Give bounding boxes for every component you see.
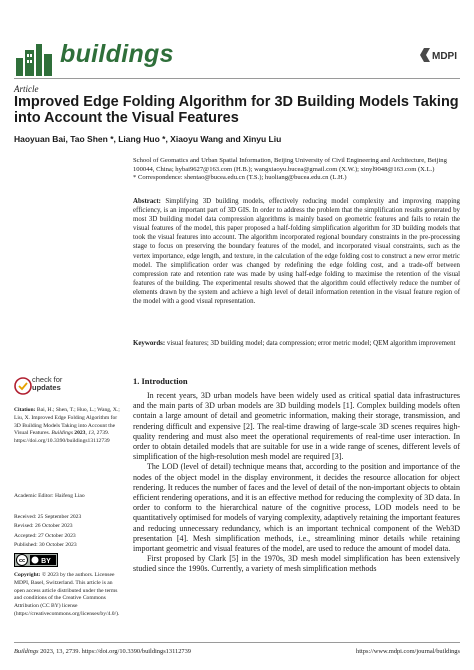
check-updates-link[interactable] — [32, 376, 62, 392]
footer-divider — [14, 642, 460, 643]
footer-journal-url[interactable]: https://www.mdpi.com/journal/buildings — [356, 648, 460, 655]
article-dates — [14, 513, 81, 551]
check-updates-line2: updates — [32, 383, 61, 392]
check-updates-icon[interactable] — [14, 376, 32, 396]
copyright-label: Copyright: — [14, 572, 41, 578]
paragraph: First proposed by Clark [5] in the 1970s, 3D mesh model simplification has been extensively studied since the 1990s. Currently, a variety of mesh simplification methods — [133, 554, 460, 574]
received-date: Received: 25 September 2023 — [14, 514, 82, 520]
accepted-date: Accepted: 27 October 2023 — [14, 532, 76, 539]
journal-logo-icon — [14, 44, 54, 76]
citation-doi[interactable]: , 2739. https://doi.org/10.3390/buildings13112739 — [14, 430, 110, 445]
revised-date: Revised: 26 October 2023 — [14, 523, 73, 530]
keywords-label: Keywords: — [133, 340, 166, 347]
cc-by-license-icon[interactable] — [14, 553, 58, 567]
keywords — [133, 339, 460, 348]
citation-label: Citation: — [14, 407, 36, 413]
academic-editor: Academic Editor: Haifeng Liao — [14, 493, 85, 499]
affiliation-line: School of Geomatics and Urban Spatial Information, Beijing University of Civil Engineering and Architecture, Beijing 100044, China; hybai9627@163.com (H.B.); wangxiaoyu.bucea@gmail.com (X.W.); xinyl9048@163.com (X.L.) — [133, 157, 447, 173]
abstract — [133, 197, 460, 306]
citation-journal: Buildings — [51, 430, 73, 437]
published-date: Published: 30 October 2023 — [14, 542, 77, 549]
paragraph: In recent years, 3D urban models have been widely used as critical spatial data infrastructures and the main parts of 3D urban models are 3D building models [1]. Complex building models often contain a large amount of detail and geometric information, making their storage, transmission, and rendering difficult and expensive [2]. The real-time drawing of large-scale 3D scenes requires high-quality rendering and must also meet the operational requirements of real-time user interaction. In order to obtain detailed models that are suitable for use in a wide range of scenes, different levels of simplification of the high-resolution mesh model are required [3]. — [133, 391, 460, 462]
introduction-body — [133, 391, 460, 575]
check-updates-line1: check for — [32, 375, 63, 384]
citation-authors: Bai, H.; Shen, T.; Huo, L.; Wang, X.; Liu, X. Improved Edge Folding Algorithm for 3D Building Models Taking into Account the Visual Features. — [14, 407, 120, 437]
article-type: Article — [14, 84, 39, 94]
copyright-notice — [14, 572, 122, 619]
article-title: Improved Edge Folding Algorithm for 3D Building Models Taking into Account the Visual Features — [14, 94, 459, 126]
citation-volume: 13 — [88, 430, 94, 437]
publisher-name: MDPI — [432, 51, 457, 62]
section-heading: 1. Introduction — [133, 376, 188, 386]
footer-doi[interactable]: 2023, 13, 2739. https://doi.org/10.3390/buildings13112739 — [40, 648, 192, 655]
citation: Citation: Bai, H.; Shen, T.; Huo, L.; Wang, X.; Liu, X. Improved Edge Folding Algorithm for 3D Building Models Taking into Account the Visual Features. Buildings 2023, 13, 2739. https://doi.org/10.3390/buildings13112739 — [14, 407, 120, 445]
paragraph: The LOD (level of detail) technique means that, according to the position and importance of the nodes of the object model in the display environment, it decides the resource allocation for object rendering. It reduces the number of faces and the level of detail of the non-important objects to obtain efficient rendering operations, and it is an effective method for reducing the complexity of 3D data. In order to conform to the hierarchical nature of the cognitive process, LOD models need to be quantitatively optimised for models of varying complexity, adaptively retaining the important features and reducing unnecessary redundancy, which is an important technical component of the Web3D presentation [4]. Mesh simplification methods, i.e., streamlining minor details while retaining important geometric and visual features of the model, are used to reduce the amount of model data. — [133, 462, 460, 554]
footer-journal: Buildings — [14, 648, 39, 655]
copyright-text: © 2023 by the authors. Licensee MDPI, Basel, Switzerland. This article is an open access article distributed under the terms and conditions of the Creative Commons Attribution (CC BY) license (https://creativecommons.org/licenses/by/4.0/). — [14, 572, 120, 617]
cc-label: cc — [18, 558, 26, 564]
publisher-logo[interactable] — [416, 46, 458, 64]
by-label: BY — [41, 558, 51, 565]
footer-citation — [14, 648, 191, 655]
citation-year: 2023 — [74, 430, 86, 437]
header-divider — [14, 78, 460, 79]
abstract-text: Simplifying 3D building models, effectively reducing model complexity and improving mapping efficiency, is an important part of 3D GIS. In order to address the problem that the simplification results generated by most 3D building model data compression algorithms is mainly based on geometric features and fails to retain the visual features of the model, this paper proposed a half-folding simplification algorithm for 3D building models that took the visual features into account. The algorithm incorporated regional boundary constraints in the pre-processing stage to focus on preserving the boundary features of the model, and incorporated visual constraints, such as the vertex importance, edge length, and texture, in the calculation of the edge folding cost to construct a new error metric model. The simplification order was changed by redefining the edge folding cost, and a trade-off between compression rate and retention rate was made by using half-edge folding to maximise the retention of the visual features of the building. The experimental results showed that the algorithm could effectively reduce the number of elements drawn by the system and achieve a high level of detail information retention in the visual feature region of the model with a good visual representation. — [133, 198, 460, 306]
author-list: Haoyuan Bai, Tao Shen *, Liang Huo *, Xiaoyu Wang and Xinyu Liu — [14, 134, 282, 144]
abstract-label: Abstract: — [133, 198, 161, 205]
journal-name: buildings — [60, 40, 174, 68]
affiliations — [133, 157, 461, 183]
correspondence-line: * Correspondence: shentao@bucea.edu.cn (T.S.); huoliang@bucea.edu.cn (L.H.) — [133, 174, 347, 182]
keywords-text: visual features; 3D building model; data compression; error metric model; QEM algorithm improvement — [166, 340, 456, 347]
